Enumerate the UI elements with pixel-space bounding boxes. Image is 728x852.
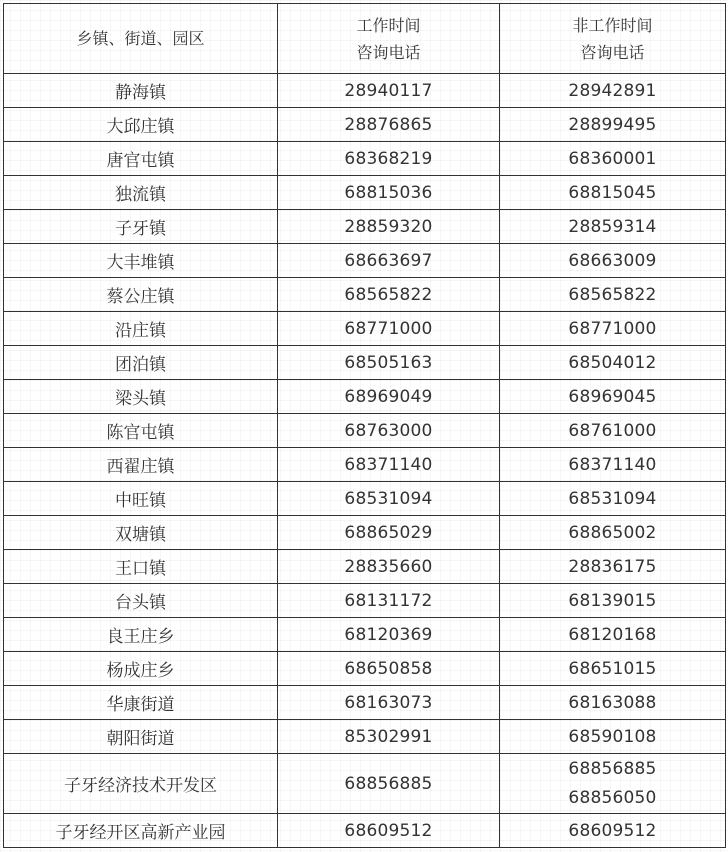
area-name-cell: 良王庄乡 (4, 618, 278, 652)
table-row (4, 516, 726, 550)
work-hours-phone-cell: 68120369 (278, 618, 500, 652)
area-name-cell: 王口镇 (4, 550, 278, 584)
table-row (4, 108, 726, 142)
off-hours-phone-cell (500, 448, 726, 482)
off-hours-phone-number: 68139015 (568, 590, 657, 611)
header-off-hours (500, 4, 726, 74)
off-hours-phone-number: 28836175 (568, 556, 657, 577)
off-hours-phone-cell (500, 210, 726, 244)
work-hours-phone-cell: 85302991 (278, 720, 500, 754)
area-name-cell: 子牙镇 (4, 210, 278, 244)
area-name-cell: 团泊镇 (4, 346, 278, 380)
off-hours-phone-number: 68371140 (568, 454, 657, 475)
off-hours-phone-number: 68856885 (568, 758, 657, 779)
area-name-cell: 杨成庄乡 (4, 652, 278, 686)
area-name-cell: 唐官屯镇 (4, 142, 278, 176)
table-row (4, 210, 726, 244)
off-hours-phone-cell (500, 414, 726, 448)
off-hours-phone-cell (500, 380, 726, 414)
table-row (4, 686, 726, 720)
table-row (4, 142, 726, 176)
work-hours-phone-cell: 68531094 (278, 482, 500, 516)
work-hours-phone-cell: 28859320 (278, 210, 500, 244)
area-name-cell: 沿庄镇 (4, 312, 278, 346)
header-work-hours-line2: 咨询电话 (356, 42, 421, 62)
table-row (4, 652, 726, 686)
area-name-cell: 静海镇 (4, 74, 278, 108)
work-hours-phone-cell: 68163073 (278, 686, 500, 720)
header-area (4, 4, 278, 74)
area-name-cell: 陈官屯镇 (4, 414, 278, 448)
area-name-cell: 西翟庄镇 (4, 448, 278, 482)
area-name-cell: 中旺镇 (4, 482, 278, 516)
off-hours-phone-number: 68120168 (568, 624, 657, 645)
off-hours-phone-cell (500, 312, 726, 346)
off-hours-phone-cell (500, 618, 726, 652)
contact-phone-table (3, 3, 726, 848)
area-name-cell: 梁头镇 (4, 380, 278, 414)
table-row (4, 448, 726, 482)
off-hours-phone-number: 28859314 (568, 216, 657, 237)
off-hours-phone-number: 68771000 (568, 318, 657, 339)
work-hours-phone-cell: 68650858 (278, 652, 500, 686)
table-row (4, 346, 726, 380)
work-hours-phone-cell: 68865029 (278, 516, 500, 550)
work-hours-phone-cell: 28940117 (278, 74, 500, 108)
work-hours-phone-cell: 68609512 (278, 814, 500, 848)
off-hours-phone-cell (500, 652, 726, 686)
off-hours-phone-cell (500, 108, 726, 142)
table-body (4, 74, 726, 848)
off-hours-phone-cell (500, 74, 726, 108)
work-hours-phone-cell: 68505163 (278, 346, 500, 380)
area-name-cell: 华康街道 (4, 686, 278, 720)
table-row (4, 414, 726, 448)
work-hours-phone-cell: 28835660 (278, 550, 500, 584)
off-hours-phone-number: 68163088 (568, 692, 657, 713)
off-hours-phone-number: 28899495 (568, 114, 657, 135)
off-hours-phone-number: 68609512 (568, 820, 657, 841)
table-row (4, 550, 726, 584)
work-hours-phone-cell: 68371140 (278, 448, 500, 482)
off-hours-phone-cell (500, 482, 726, 516)
off-hours-phone-cell (500, 278, 726, 312)
off-hours-phone-cell (500, 686, 726, 720)
work-hours-phone-cell: 68565822 (278, 278, 500, 312)
off-hours-phone-number: 68761000 (568, 420, 657, 441)
off-hours-phone-number: 68590108 (568, 726, 657, 747)
off-hours-phone-cell (500, 346, 726, 380)
table-row (4, 814, 726, 848)
off-hours-phone-number: 68663009 (568, 250, 657, 271)
off-hours-phone-number: 28942891 (568, 80, 657, 101)
table-row (4, 482, 726, 516)
area-name-cell: 子牙经开区高新产业园 (4, 814, 278, 848)
table-row (4, 380, 726, 414)
off-hours-phone-number: 68504012 (568, 352, 657, 373)
off-hours-phone-cell (500, 550, 726, 584)
work-hours-phone-cell: 68131172 (278, 584, 500, 618)
work-hours-phone-cell: 68815036 (278, 176, 500, 210)
off-hours-phone-number: 68856050 (568, 787, 657, 808)
header-off-hours-line2: 咨询电话 (580, 42, 645, 62)
off-hours-phone-number: 68360001 (568, 148, 657, 169)
work-hours-phone-cell: 28876865 (278, 108, 500, 142)
header-off-hours-line1: 非工作时间 (572, 15, 653, 35)
work-hours-phone-cell: 68763000 (278, 414, 500, 448)
work-hours-phone-cell: 68969049 (278, 380, 500, 414)
area-name-cell: 朝阳街道 (4, 720, 278, 754)
table-row (4, 754, 726, 814)
work-hours-phone-cell: 68368219 (278, 142, 500, 176)
table-header-row (4, 4, 726, 74)
off-hours-phone-cell (500, 754, 726, 814)
off-hours-phone-number: 68565822 (568, 284, 657, 305)
off-hours-phone-cell (500, 814, 726, 848)
table-row (4, 244, 726, 278)
work-hours-phone-cell: 68856885 (278, 754, 500, 814)
off-hours-phone-cell (500, 142, 726, 176)
table-row (4, 278, 726, 312)
area-name-cell: 蔡公庄镇 (4, 278, 278, 312)
table-row (4, 312, 726, 346)
off-hours-phone-cell (500, 584, 726, 618)
table-row (4, 176, 726, 210)
area-name-cell: 大丰堆镇 (4, 244, 278, 278)
work-hours-phone-cell: 68771000 (278, 312, 500, 346)
table-row (4, 720, 726, 754)
off-hours-phone-number: 68969045 (568, 386, 657, 407)
area-name-cell: 双塘镇 (4, 516, 278, 550)
table-row (4, 618, 726, 652)
off-hours-phone-number: 68865002 (568, 522, 657, 543)
off-hours-phone-cell (500, 176, 726, 210)
header-work-hours (278, 4, 500, 74)
area-name-cell: 大邱庄镇 (4, 108, 278, 142)
area-name-cell: 独流镇 (4, 176, 278, 210)
work-hours-phone-cell: 68663697 (278, 244, 500, 278)
off-hours-phone-cell (500, 244, 726, 278)
off-hours-phone-number: 68531094 (568, 488, 657, 509)
off-hours-phone-cell (500, 516, 726, 550)
off-hours-phone-number: 68651015 (568, 658, 657, 679)
table-row (4, 584, 726, 618)
area-name-cell: 子牙经济技术开发区 (4, 754, 278, 814)
off-hours-phone-cell (500, 720, 726, 754)
off-hours-phone-number: 68815045 (568, 182, 657, 203)
table-row (4, 74, 726, 108)
header-area-label: 乡镇、街道、园区 (76, 29, 205, 48)
area-name-cell: 台头镇 (4, 584, 278, 618)
header-work-hours-line1: 工作时间 (356, 15, 421, 35)
